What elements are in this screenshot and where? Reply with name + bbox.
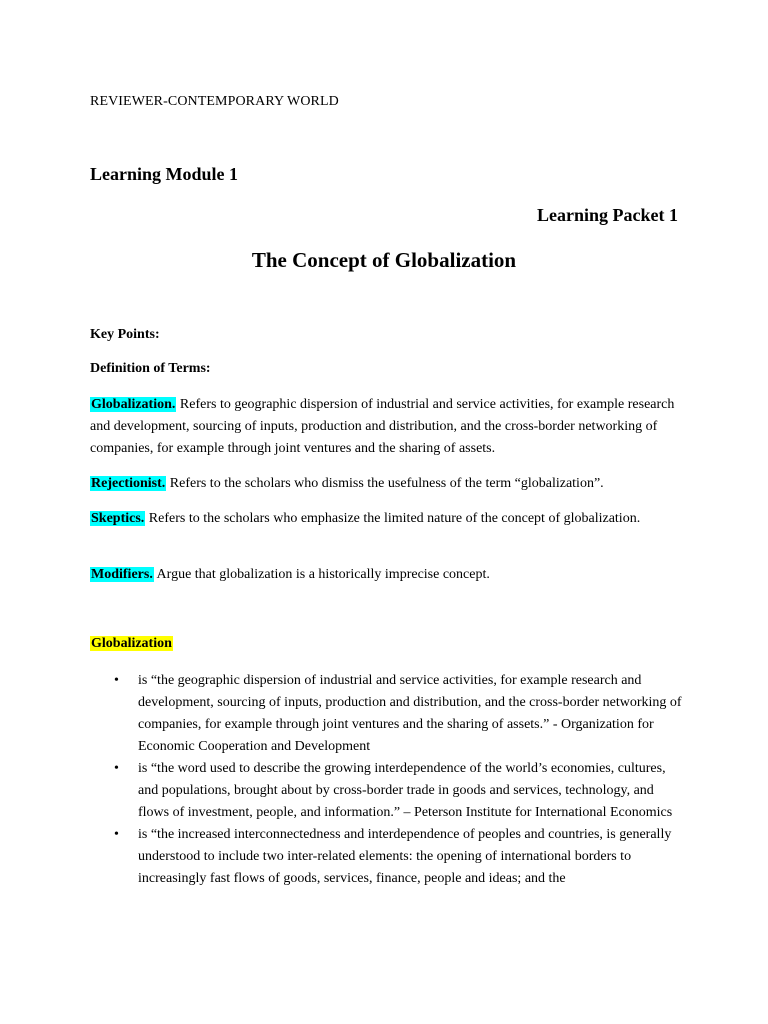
bullet-icon: • <box>114 673 119 688</box>
globalization-bullet-list <box>114 670 683 890</box>
definition-rejectionist <box>90 473 690 495</box>
bullet-icon: • <box>114 827 119 842</box>
list-item-text: is “the increased interconnectedness and interdependence of peoples and countries, is generally understood to include two inter-related elements: the opening of international borders to increasingly fast flows of goods, services, finance, people and ideas; and the <box>138 827 672 886</box>
packet-heading: Learning Packet 1 <box>537 205 678 225</box>
document-title: The Concept of Globalization <box>251 248 517 272</box>
list-item-text: is “the word used to describe the growing interdependence of the world’s economies, cultures, and populations, brought about by cross-border trade in goods and services, technology, and flows of investment, people, and information.” – Peterson Institute for International Economics <box>138 761 673 820</box>
term-skeptics: Skeptics. <box>91 511 145 526</box>
list-item <box>114 758 683 824</box>
definition-text: Refers to geographic dispersion of industrial and service activities, for example research and development, sourcing of inputs, production and distribution, and the cross-border networking of companies, for example through joint ventures and the sharing of assets. <box>90 397 675 456</box>
definition-text: Argue that globalization is a historically imprecise concept. <box>153 567 490 582</box>
list-item <box>114 670 683 758</box>
reviewer-heading: REVIEWER-CONTEMPORARY WORLD <box>90 94 339 109</box>
term-modifiers: Modifiers. <box>91 567 153 582</box>
term-rejectionist: Rejectionist. <box>91 476 166 491</box>
definition-of-terms-label: Definition of Terms: <box>90 361 211 376</box>
definition-modifiers <box>90 564 690 586</box>
term-globalization: Globalization. <box>91 397 176 412</box>
definition-text: Refers to the scholars who emphasize the limited nature of the concept of globalization. <box>145 511 641 526</box>
definition-globalization <box>90 394 690 460</box>
definition-skeptics <box>90 508 690 530</box>
list-item <box>114 824 683 890</box>
globalization-section-heading <box>90 636 173 652</box>
module-heading: Learning Module 1 <box>90 164 239 184</box>
definition-text: Refers to the scholars who dismiss the usefulness of the term “globalization”. <box>166 476 604 491</box>
list-item-text: is “the geographic dispersion of industrial and service activities, for example research and development, sourcing of inputs, production and distribution, and the cross-border networking of companies, for example through joint ventures and the sharing of assets.” - Organization for Economic Cooperation and Development <box>138 673 682 754</box>
key-points-label: Key Points: <box>90 327 160 342</box>
globalization-heading-text: Globalization <box>91 636 172 651</box>
bullet-icon: • <box>114 761 119 776</box>
